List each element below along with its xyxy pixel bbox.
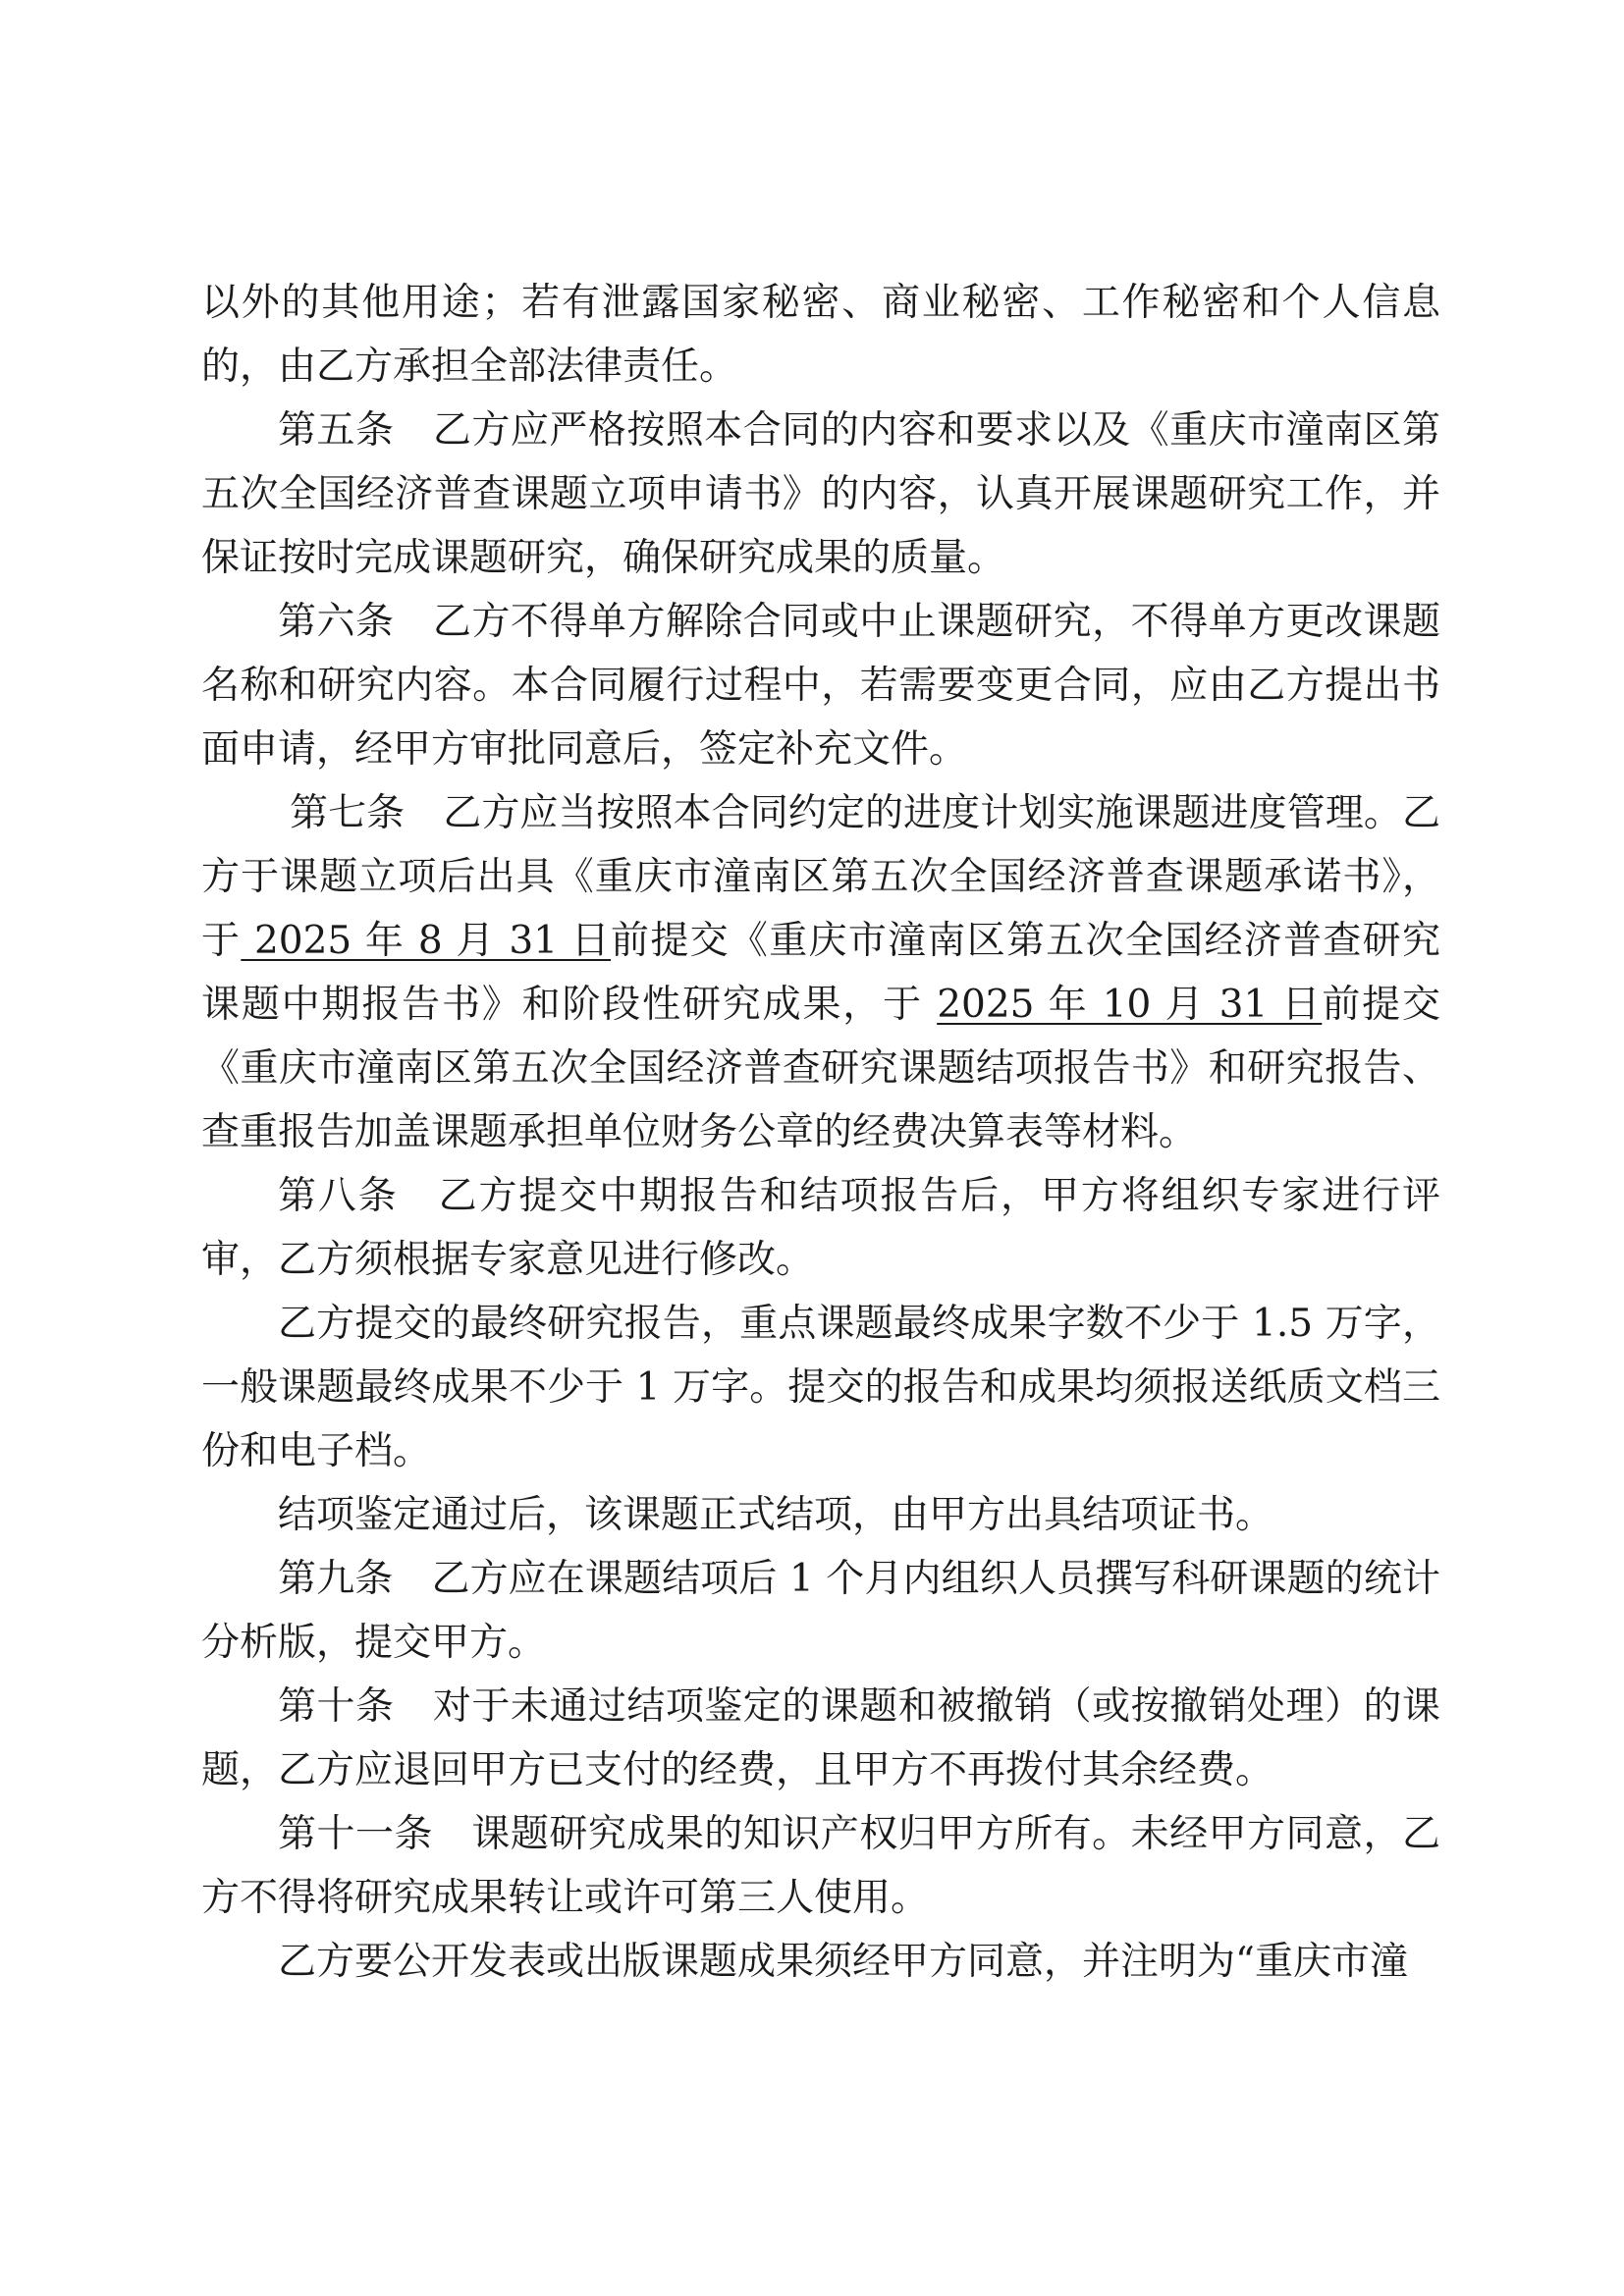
article-10: 第十条 对于未通过结项鉴定的课题和被撤销（或按撤销处理）的课题，乙方应退回甲方已支付的经费，且甲方不再拨付其余经费。 xyxy=(201,1684,1440,1792)
article-8-completion: 结项鉴定通过后，该课题正式结项，由甲方出具结项证书。 xyxy=(278,1493,1274,1537)
article-11: 第十一条 课题研究成果的知识产权归甲方所有。未经甲方同意，乙方不得将研究成果转让或许可第三人使用。 xyxy=(201,1812,1440,1920)
final-deadline-date: 2025 年 10 月 31 日 xyxy=(937,983,1323,1027)
article-7-part-1: 第七条 乙方应当按照本合同约定的进度计划实施课题进度管理。乙方于课题立项后出具《重庆市潼南区第五次全国经济普查课题承诺书》，于 xyxy=(201,791,1440,963)
article-5: 第五条 乙方应严格按照本合同的内容和要求以及《重庆市潼南区第五次全国经济普查课题立项申请书》的内容，认真开展课题研究工作，并保证按时完成课题研究，确保研究成果的质量。 xyxy=(201,408,1440,580)
article-11-publication: 乙方要公开发表或出版课题成果须经甲方同意，并注明为“重庆市潼 xyxy=(278,1940,1408,1984)
article-7 xyxy=(201,781,1440,1164)
article-8-report-requirements: 乙方提交的最终研究报告，重点课题最终成果字数不少于 1.5 万字，一般课题最终成果不少于 1 万字。提交的报告和成果均须报送纸质文档三份和电子档。 xyxy=(201,1302,1440,1473)
paragraph-continuation: 以外的其他用途；若有泄露国家秘密、商业秘密、工作秘密和个人信息的，由乙方承担全部法律责任。 xyxy=(201,281,1440,389)
document-page xyxy=(201,271,1440,1994)
article-9: 第九条 乙方应在课题结项后 1 个月内组织人员撰写科研课题的统计分析版，提交甲方。 xyxy=(201,1557,1440,1665)
article-7-part-2: 前提交《重庆市潼南区第五次全国经济普查研究课题中期报告书》和阶段性研究成果，于 xyxy=(201,919,1440,1027)
midterm-deadline-date: 2025 年 8 月 31 日 xyxy=(241,919,612,963)
article-8: 第八条 乙方提交中期报告和结项报告后，甲方将组织专家进行评审，乙方须根据专家意见进行修改。 xyxy=(201,1174,1440,1282)
article-7-part-3: 前提交《重庆市潼南区第五次全国经济普查研究课题结项报告书》和研究报告、查重报告加盖课题承担单位财务公章的经费决算表等材料。 xyxy=(201,983,1440,1154)
article-6: 第六条 乙方不得单方解除合同或中止课题研究，不得单方更改课题名称和研究内容。本合同履行过程中，若需要变更合同，应由乙方提出书面申请，经甲方审批同意后，签定补充文件。 xyxy=(201,600,1440,772)
